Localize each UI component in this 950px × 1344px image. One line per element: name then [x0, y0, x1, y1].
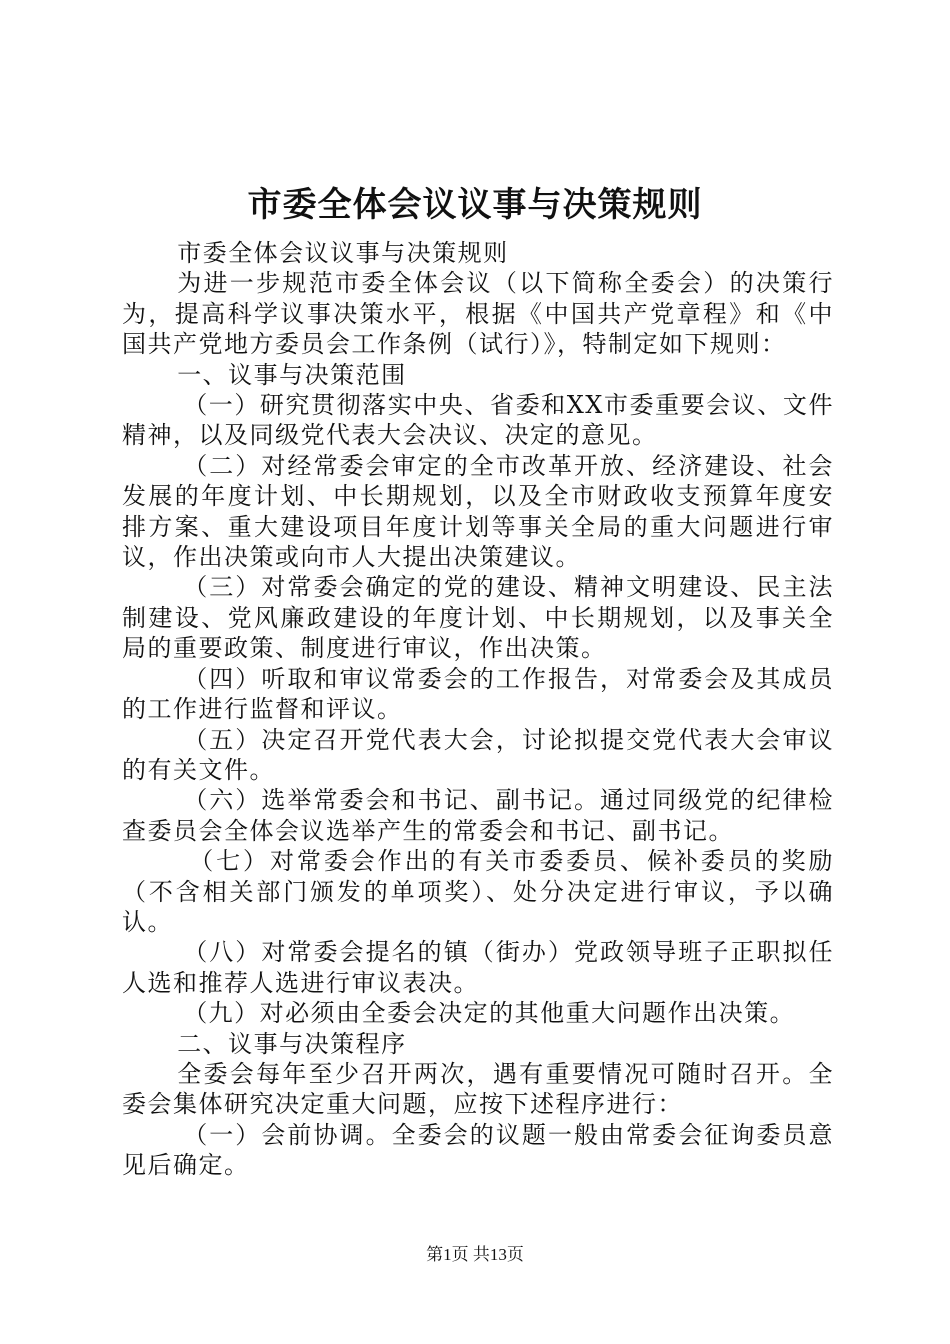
- body-paragraph: （五）决定召开党代表大会，讨论拟提交党代表大会审议的有关文件。: [122, 725, 834, 784]
- body-paragraph: （三）对常委会确定的党的建设、精神文明建设、民主法制建设、党风廉政建设的年度计划、中长期规划，以及事关全局的重要政策、制度进行审议，作出决策。: [122, 573, 834, 663]
- body-paragraph: （六）选举常委会和书记、副书记。通过同级党的纪律检查委员会全体会议选举产生的常委会和书记、副书记。: [122, 786, 834, 845]
- body-paragraph: 全委会每年至少召开两次，遇有重要情况可随时召开。全委会集体研究决定重大问题，应按下述程序进行：: [122, 1059, 834, 1119]
- body-paragraph: （二）对经常委会审定的全市改革开放、经济建设、社会发展的年度计划、中长期规划，以及全市财政收支预算年度安排方案、重大建设项目年度计划等事关全局的重大问题进行审议，作出决策或向市人大提出决策建议。: [122, 451, 834, 572]
- body-paragraph: （一）研究贯彻落实中央、省委和XX市委重要会议、文件精神，以及同级党代表大会决议、决定的意见。: [122, 391, 834, 450]
- section-heading: 二、议事与决策程序: [177, 1029, 407, 1058]
- body-paragraph: （四）听取和审议常委会的工作报告，对常委会及其成员的工作进行监督和评议。: [122, 664, 834, 724]
- section-heading: 一、议事与决策范围: [177, 360, 407, 389]
- body-paragraph: 市委全体会议议事与决策规则: [177, 239, 509, 267]
- document-body: [122, 238, 834, 1181]
- page-number-footer: 第1页 共13页: [426, 1245, 524, 1264]
- document-title: 市委全体会议议事与决策规则: [247, 185, 703, 225]
- body-paragraph: （八）对常委会提名的镇（街办）党政领导班子正职拟任人选和推荐人选进行审议表决。: [122, 938, 834, 997]
- body-paragraph: （九）对必须由全委会决定的其他重大问题作出决策。: [183, 999, 796, 1028]
- body-paragraph: （一）会前协调。全委会的议题一般由常委会征询委员意见后确定。: [122, 1120, 834, 1180]
- body-paragraph: 为进一步规范市委全体会议（以下简称全委会）的决策行为，提高科学议事决策水平，根据《中国共产党章程》和《中国共产党地方委员会工作条例（试行）》，特制定如下规则：: [122, 269, 834, 359]
- body-paragraph: （七）对常委会作出的有关市委委员、候补委员的奖励（不含相关部门颁发的单项奖）、处分决定进行审议，予以确认。: [122, 847, 834, 936]
